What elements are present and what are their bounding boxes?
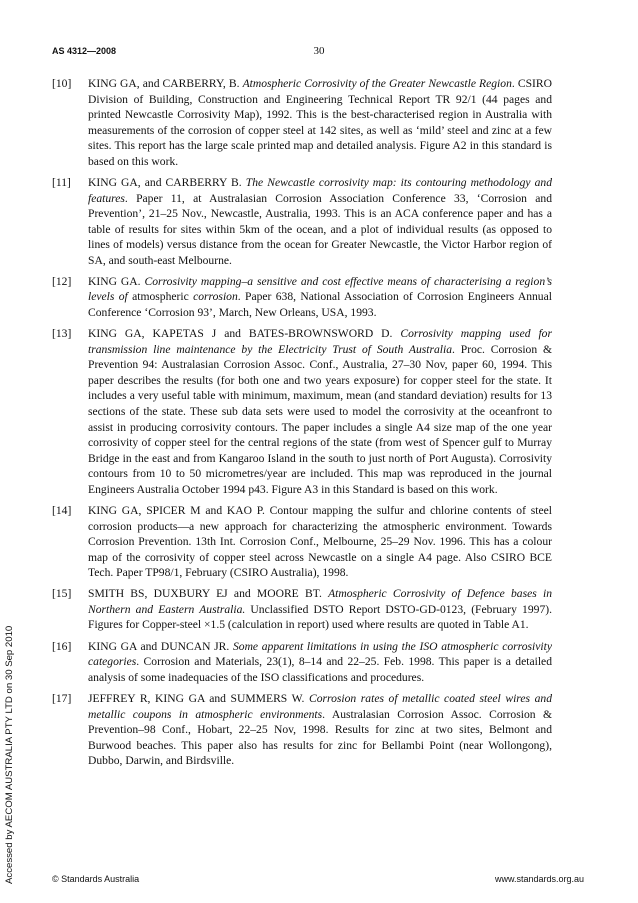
reference-item: [52, 503, 552, 581]
reference-title: corrosion: [193, 290, 238, 304]
reference-title: Corrosivity mapping used for transmission line maintenance by the Electricity Trust of South Australia: [88, 327, 552, 356]
reference-item: [52, 639, 552, 686]
reference-number: [14]: [52, 503, 72, 517]
reference-item: [52, 76, 552, 169]
reference-text: [88, 76, 552, 169]
reference-text: [88, 639, 552, 686]
reference-segment: . Australasian Corrosion Assoc. Corrosion & Prevention–98 Conf., Hobart, 22–25 Nov, 1998. Results for zinc at two sites, Belmont and Burwood beaches. This paper also has results for zinc for Bellambi Point (near Wollongong), Dubbo, Darwin, and Birdsville.: [88, 707, 553, 768]
reference-number: [16]: [52, 639, 72, 653]
access-watermark: Accessed by AECOM AUSTRALIA PTY LTD on 30 Sep 2010: [4, 625, 15, 884]
reference-text: [88, 586, 552, 633]
reference-segment: SMITH BS, DUXBURY EJ and MOORE BT.: [88, 587, 329, 601]
reference-number: [13]: [52, 327, 72, 341]
footer-website: www.standards.org.au: [494, 874, 584, 884]
reference-segment: . Corrosion and Materials, 23(1), 8–14 and 22–25. Feb. 1998. This paper is a detailed analysis of some inadequacies of the ISO classifications and procedures.: [88, 655, 552, 684]
reference-segment: . CSIRO Division of Building, Construction and Engineering Technical Report TR 92/1 (44 pages and printed Newcastle Corrosivity Map), 1992. This is the best-characterised region in Australia with measurements of the corrosion of copper steel at 142 sites, as well as ‘mild’ steel and zinc at a few sites. This report has the large scale printed map and detailed analysis. Figure A2 in this standard is based on this work.: [88, 77, 552, 168]
footer-copyright: © Standards Australia: [52, 874, 140, 884]
reference-item: [52, 691, 552, 769]
reference-segment: KING GA, KAPETAS J and BATES-BROWNSWORD D.: [88, 327, 401, 341]
reference-segment: Unclassified DSTO Report DSTO-GD-0123, (February 1997). Figures for Copper-steel ×1.5 (calculation in report) used where results are quoted in Table A1.: [88, 602, 552, 632]
reference-segment: . Paper 638, National Association of Corrosion Engineers Annual Conference ‘Corrosion 93’, March, New Orleans, USA, 1993.: [88, 290, 552, 320]
reference-segment: KING GA, SPICER M and KAO P. Contour mapping the sulfur and chlorine contents of steel corrosion products—a new approach for characterizing the atmospheric environment. Towards Corrosion Prevention. 13th Int. Corrosion Conf., Melbourne, 25–29 Nov. 1996. This has a colour map of the corrosivity of copper steel across Newcastle on a single A4 page. Also CSIRO BCE Tech. Paper TP98/1, February (CSIRO Australia), 1998.: [88, 503, 552, 580]
reference-segment: JEFFREY R, KING GA and SUMMERS W.: [88, 692, 309, 706]
reference-number: [12]: [52, 274, 72, 288]
reference-number: [11]: [52, 175, 71, 189]
reference-text: [88, 326, 552, 497]
reference-title: Corrosivity mapping–a sensitive and cost effective means of characterising a region’s levels of: [88, 274, 552, 304]
reference-item: [52, 326, 552, 497]
reference-title: Some apparent limitations in using the ISO atmospheric corrosivity categories: [88, 639, 552, 669]
reference-item: [52, 586, 552, 633]
reference-item: [52, 175, 552, 268]
reference-segment: . Proc. Corrosion & Prevention 94: Australasian Corrosion Assoc. Conf., Australia, 27–30 Nov, paper 60, 1994. This paper describes the results (for both one and two years exposure) for copper steel for the state. It includes a very useful table with minimum, maximum, mean (and standard deviation) results for 13 sections of the state. These sub data sets were used to model the corrosivity at the oceanfront to assist in producing corrosivity contours. The paper includes a single A4 size map of the one year corrosivity of copper steel for the central regions of the state (from west of Spencer gulf to Murray Bridge in the east and from Kangaroo Island in the south to just north of Port Augusta). Corrosivity contours from 10 to 50 micrometres/year are included. This map was reproduced in the journal Engineers Australia October 1994 p43. Figure A3 in this Standard is based on this work.: [88, 342, 552, 496]
reference-title: Atmospheric Corrosivity of the Greater Newcastle Region: [242, 77, 512, 90]
reference-segment: atmospheric: [127, 290, 194, 304]
page-number: 30: [313, 45, 325, 57]
reference-list: [52, 76, 552, 774]
reference-title: Atmospheric Corrosivity of Defence bases in Northern and Eastern Australia.: [88, 587, 552, 616]
standard-id: AS 4312—2008: [52, 46, 117, 56]
reference-title: The Newcastle corrosivity map: its contouring methodology and features: [88, 175, 552, 205]
reference-text: [88, 691, 552, 769]
reference-title: Corrosion rates of metallic coated steel wires and metallic coupons in atmospheric environments: [88, 692, 552, 721]
reference-segment: KING GA, and CARBERRY B.: [88, 175, 246, 189]
reference-number: [10]: [52, 77, 72, 90]
reference-text: [88, 503, 552, 581]
reference-item: [52, 274, 552, 321]
reference-number: [15]: [52, 587, 72, 601]
reference-number: [17]: [52, 692, 72, 706]
reference-text: [88, 274, 552, 321]
reference-segment: KING GA and DUNCAN JR.: [88, 639, 233, 653]
reference-segment: KING GA.: [88, 274, 145, 288]
reference-segment: . Paper 11, at Australasian Corrosion Association Conference 33, ‘Corrosion and Prevention’, 21–25 Nov., Newcastle, Australia, 1993. This is an ACA conference paper and has a table of results for sites within 5km of the ocean, and a plot of individual results (as opposed to lines of models) versus distance from the ocean for Greater Newcastle, the Victor Harbor region of SA, and south-east Melbourne.: [88, 191, 552, 267]
reference-text: [88, 175, 552, 268]
reference-segment: KING GA, and CARBERRY, B.: [88, 77, 243, 90]
